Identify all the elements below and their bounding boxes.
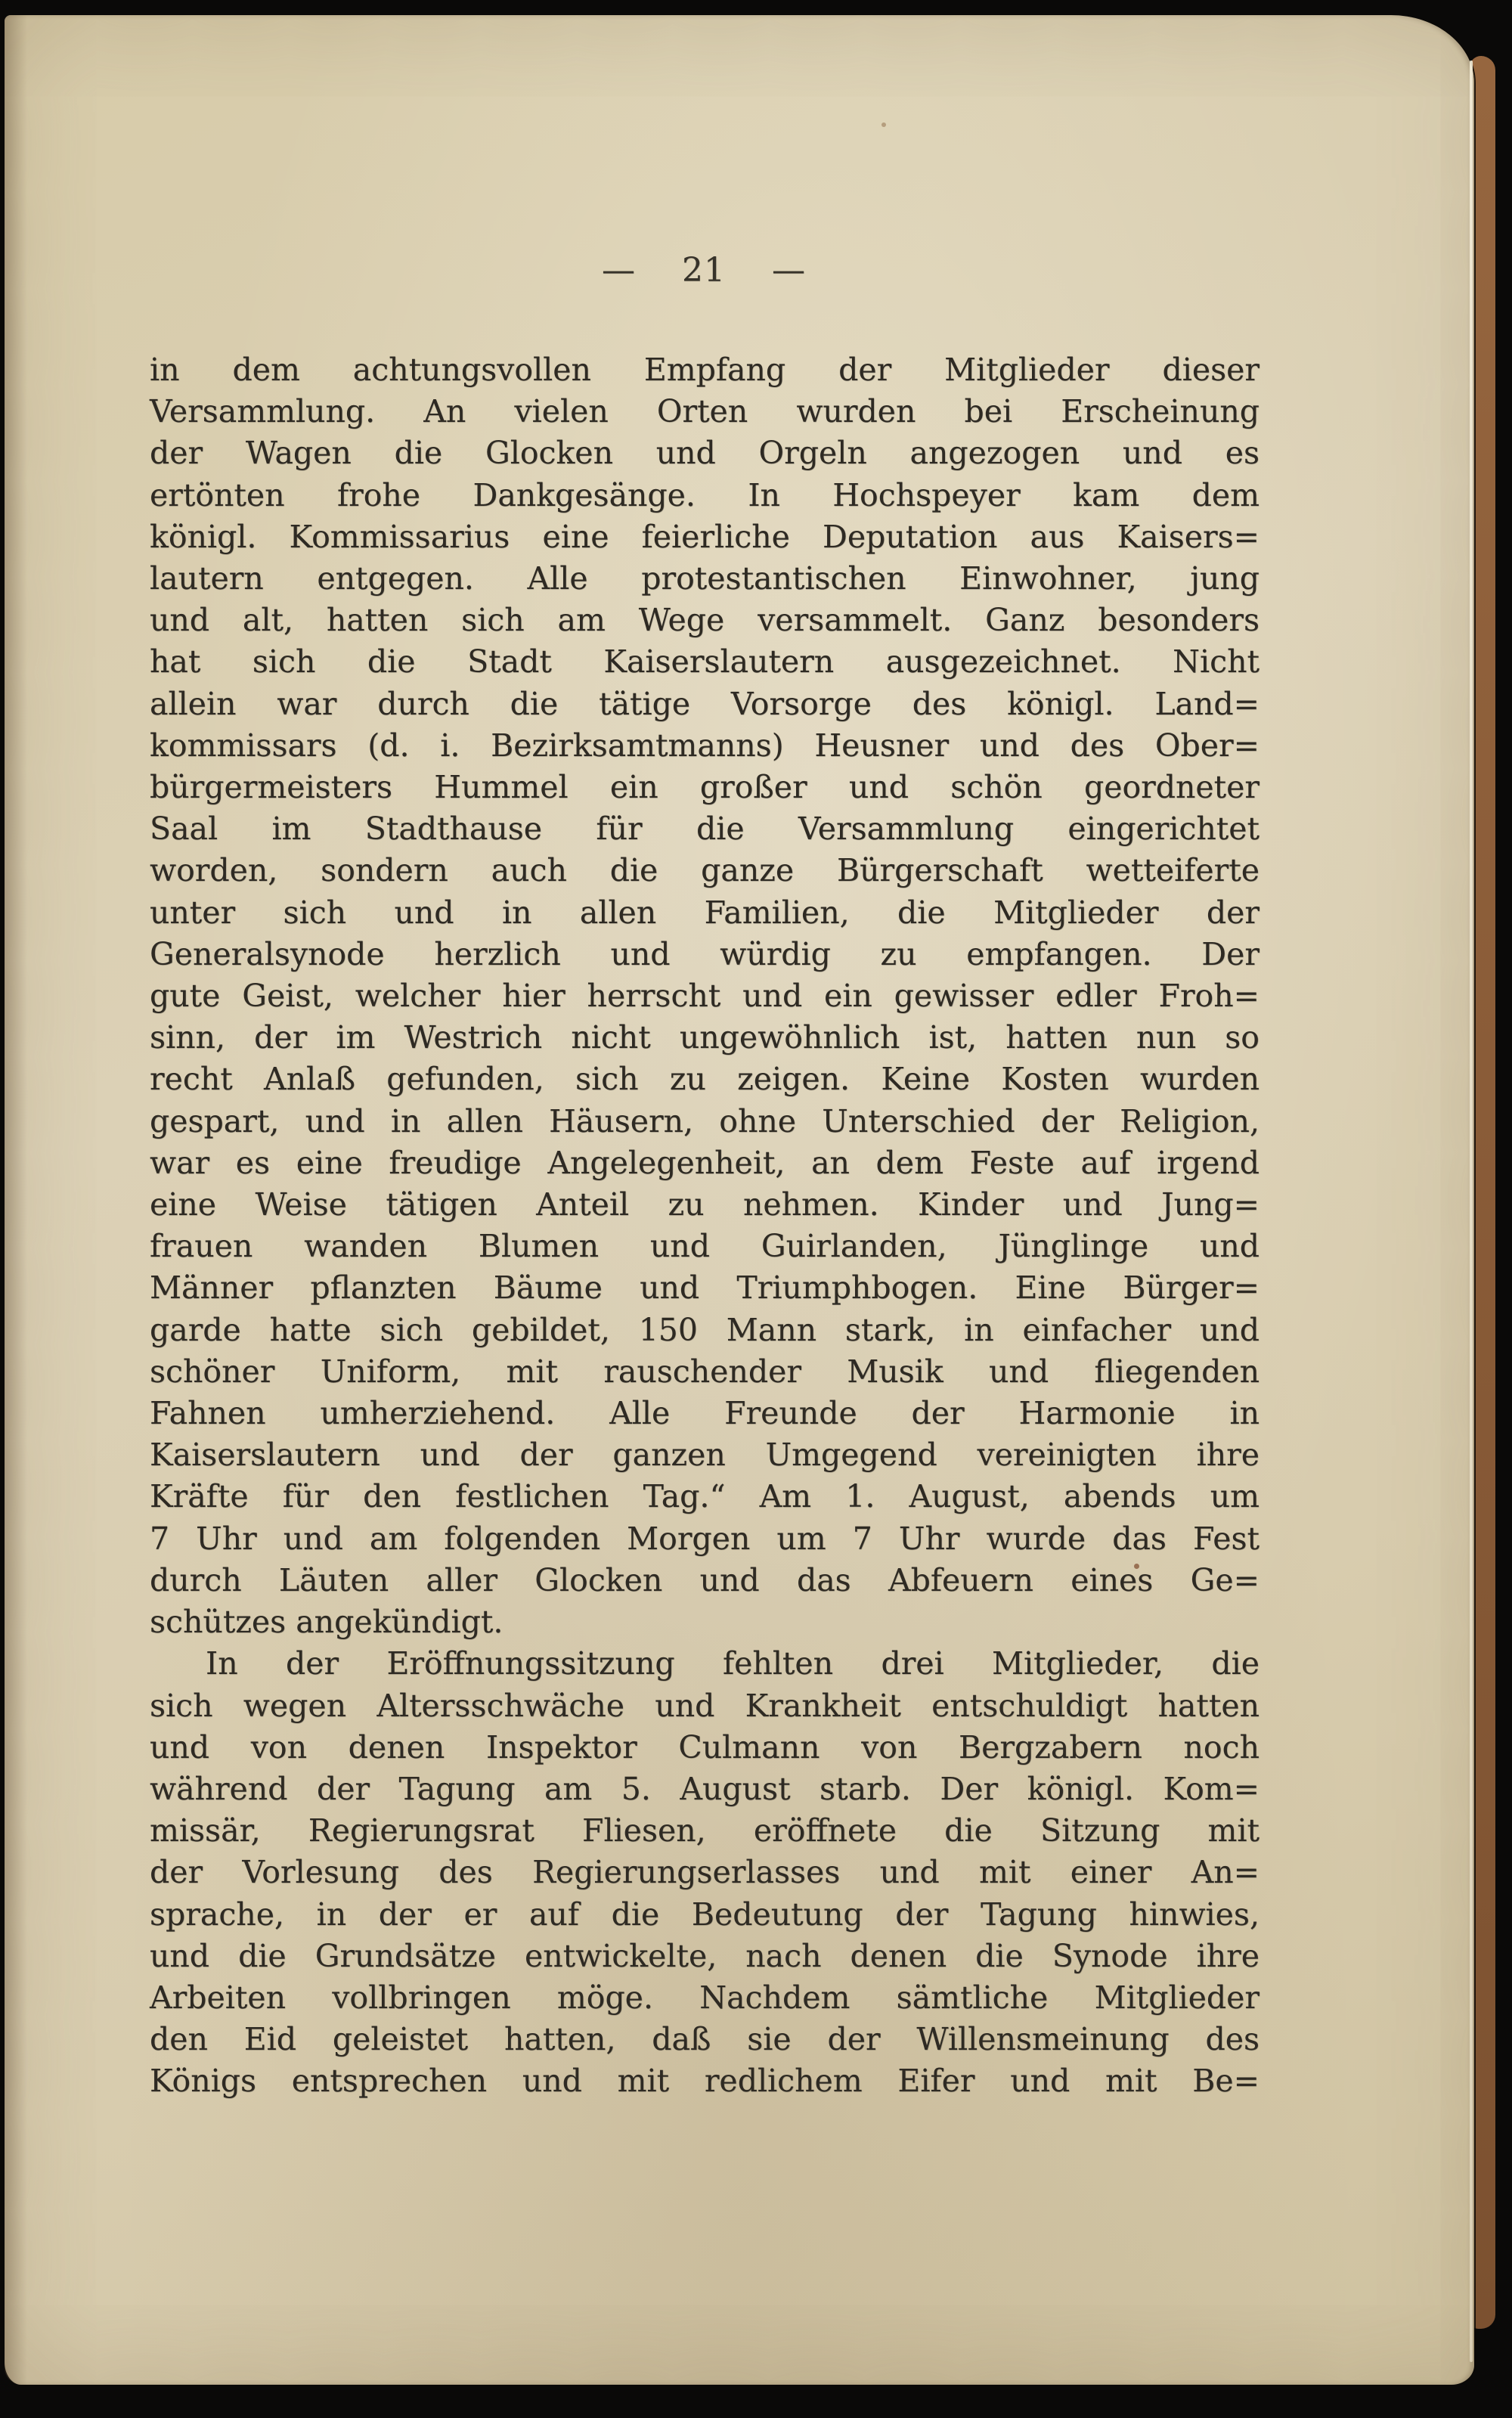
text-line: 7 Uhr und am folgenden Morgen um 7 Uhr wurde das Fest — [150, 1520, 1259, 1557]
text-line: Arbeiten vollbringen möge. Nachdem sämtliche Mitglieder — [150, 1979, 1259, 2016]
text-line: Versammlung. An vielen Orten wurden bei Erscheinung — [150, 393, 1259, 430]
text-line: hat sich die Stadt Kaiserslautern ausgezeichnet. Nicht — [150, 643, 1259, 680]
page-number: — 21 — — [602, 251, 806, 290]
text-line: lautern entgegen. Alle protestantischen Einwohner, jung — [150, 560, 1259, 597]
text-line: den Eid geleistet hatten, daß sie der Willensmeinung des — [150, 2021, 1259, 2058]
text-line: garde hatte sich gebildet, 150 Mann stark, in einfacher und — [150, 1311, 1259, 1348]
text-line: In der Eröffnungssitzung fehlten drei Mitglieder, die — [206, 1645, 1259, 1682]
text-line: frauen wanden Blumen und Guirlanden, Jünglinge und — [150, 1228, 1259, 1265]
text-line: Kaiserslautern und der ganzen Umgegend vereinigten ihre — [150, 1437, 1259, 1474]
text-line: recht Anlaß gefunden, sich zu zeigen. Keine Kosten wurden — [150, 1061, 1259, 1098]
text-line: sich wegen Altersschwäche und Krankheit entschuldigt hatten — [150, 1687, 1259, 1724]
text-line: Männer pflanzten Bäume und Triumphbogen. Eine Bürger= — [150, 1269, 1259, 1307]
text-line: und alt, hatten sich am Wege versammelt. Ganz besonders — [150, 602, 1259, 639]
text-line: in dem achtungsvollen Empfang der Mitglieder dieser — [150, 352, 1259, 388]
text-line: bürgermeisters Hummel ein großer und schön geordneter — [150, 769, 1259, 806]
text-line: der Vorlesung des Regierungserlasses und mit einer An= — [150, 1854, 1259, 1891]
text-line: ertönten frohe Dankgesänge. In Hochspeyer kam dem — [150, 476, 1259, 513]
text-line: allein war durch die tätige Vorsorge des königl. Land= — [150, 685, 1259, 722]
paragraph — [150, 349, 1259, 1643]
text-line: während der Tagung am 5. August starb. Der königl. Kom= — [150, 1770, 1259, 1807]
text-line: sprache, in der er auf die Bedeutung der Tagung hinwies, — [150, 1896, 1259, 1933]
text-line: Königs entsprechen und mit redlichem Eifer und mit Be= — [150, 2063, 1259, 2100]
text-line: war es eine freudige Angelegenheit, an dem Feste auf irgend — [150, 1144, 1259, 1181]
text-line: eine Weise tätigen Anteil zu nehmen. Kinder und Jung= — [150, 1186, 1259, 1223]
text-line: durch Läuten aller Glocken und das Abfeuern eines Ge= — [150, 1561, 1259, 1598]
text-line: Fahnen umherziehend. Alle Freunde der Harmonie in — [150, 1395, 1259, 1432]
text-line: königl. Kommissarius eine feierliche Deputation aus Kaisers= — [150, 518, 1259, 555]
text-line: missär, Regierungsrat Fliesen, eröffnete die Sitzung mit — [150, 1812, 1259, 1849]
text-line: der Wagen die Glocken und Orgeln angezogen und es — [150, 435, 1259, 472]
text-line: sinn, der im Westrich nicht ungewöhnlich ist, hatten nun so — [150, 1019, 1259, 1056]
paragraph — [150, 1643, 1259, 2102]
text-line: Saal im Stadthause für die Versammlung eingerichtet — [150, 811, 1259, 848]
body-text — [150, 349, 1259, 2103]
text-line: worden, sondern auch die ganze Bürgerschaft wetteiferte — [150, 852, 1259, 889]
text-line: Kräfte für den festlichen Tag.“ Am 1. August, abends um — [150, 1478, 1259, 1515]
text-line: gespart, und in allen Häusern, ohne Unterschied der Religion, — [150, 1102, 1259, 1139]
text-line: kommissars (d. i. Bezirksamtmanns) Heusner und des Ober= — [150, 727, 1259, 764]
text-line: und von denen Inspektor Culmann von Bergzabern noch — [150, 1728, 1259, 1765]
text-line: Generalsynode herzlich und würdig zu empfangen. Der — [150, 935, 1259, 972]
text-line: gute Geist, welcher hier herrscht und ein gewisser edler Froh= — [150, 978, 1259, 1015]
book-page — [5, 15, 1474, 2385]
paper-speck — [881, 122, 886, 127]
text-line: schützes angekündigt. — [150, 1604, 503, 1641]
text-line: unter sich und in allen Familien, die Mitglieder der — [150, 894, 1259, 931]
text-line: und die Grundsätze entwickelte, nach denen die Synode ihre — [150, 1937, 1259, 1974]
text-line: schöner Uniform, mit rauschender Musik und fliegenden — [150, 1353, 1259, 1390]
